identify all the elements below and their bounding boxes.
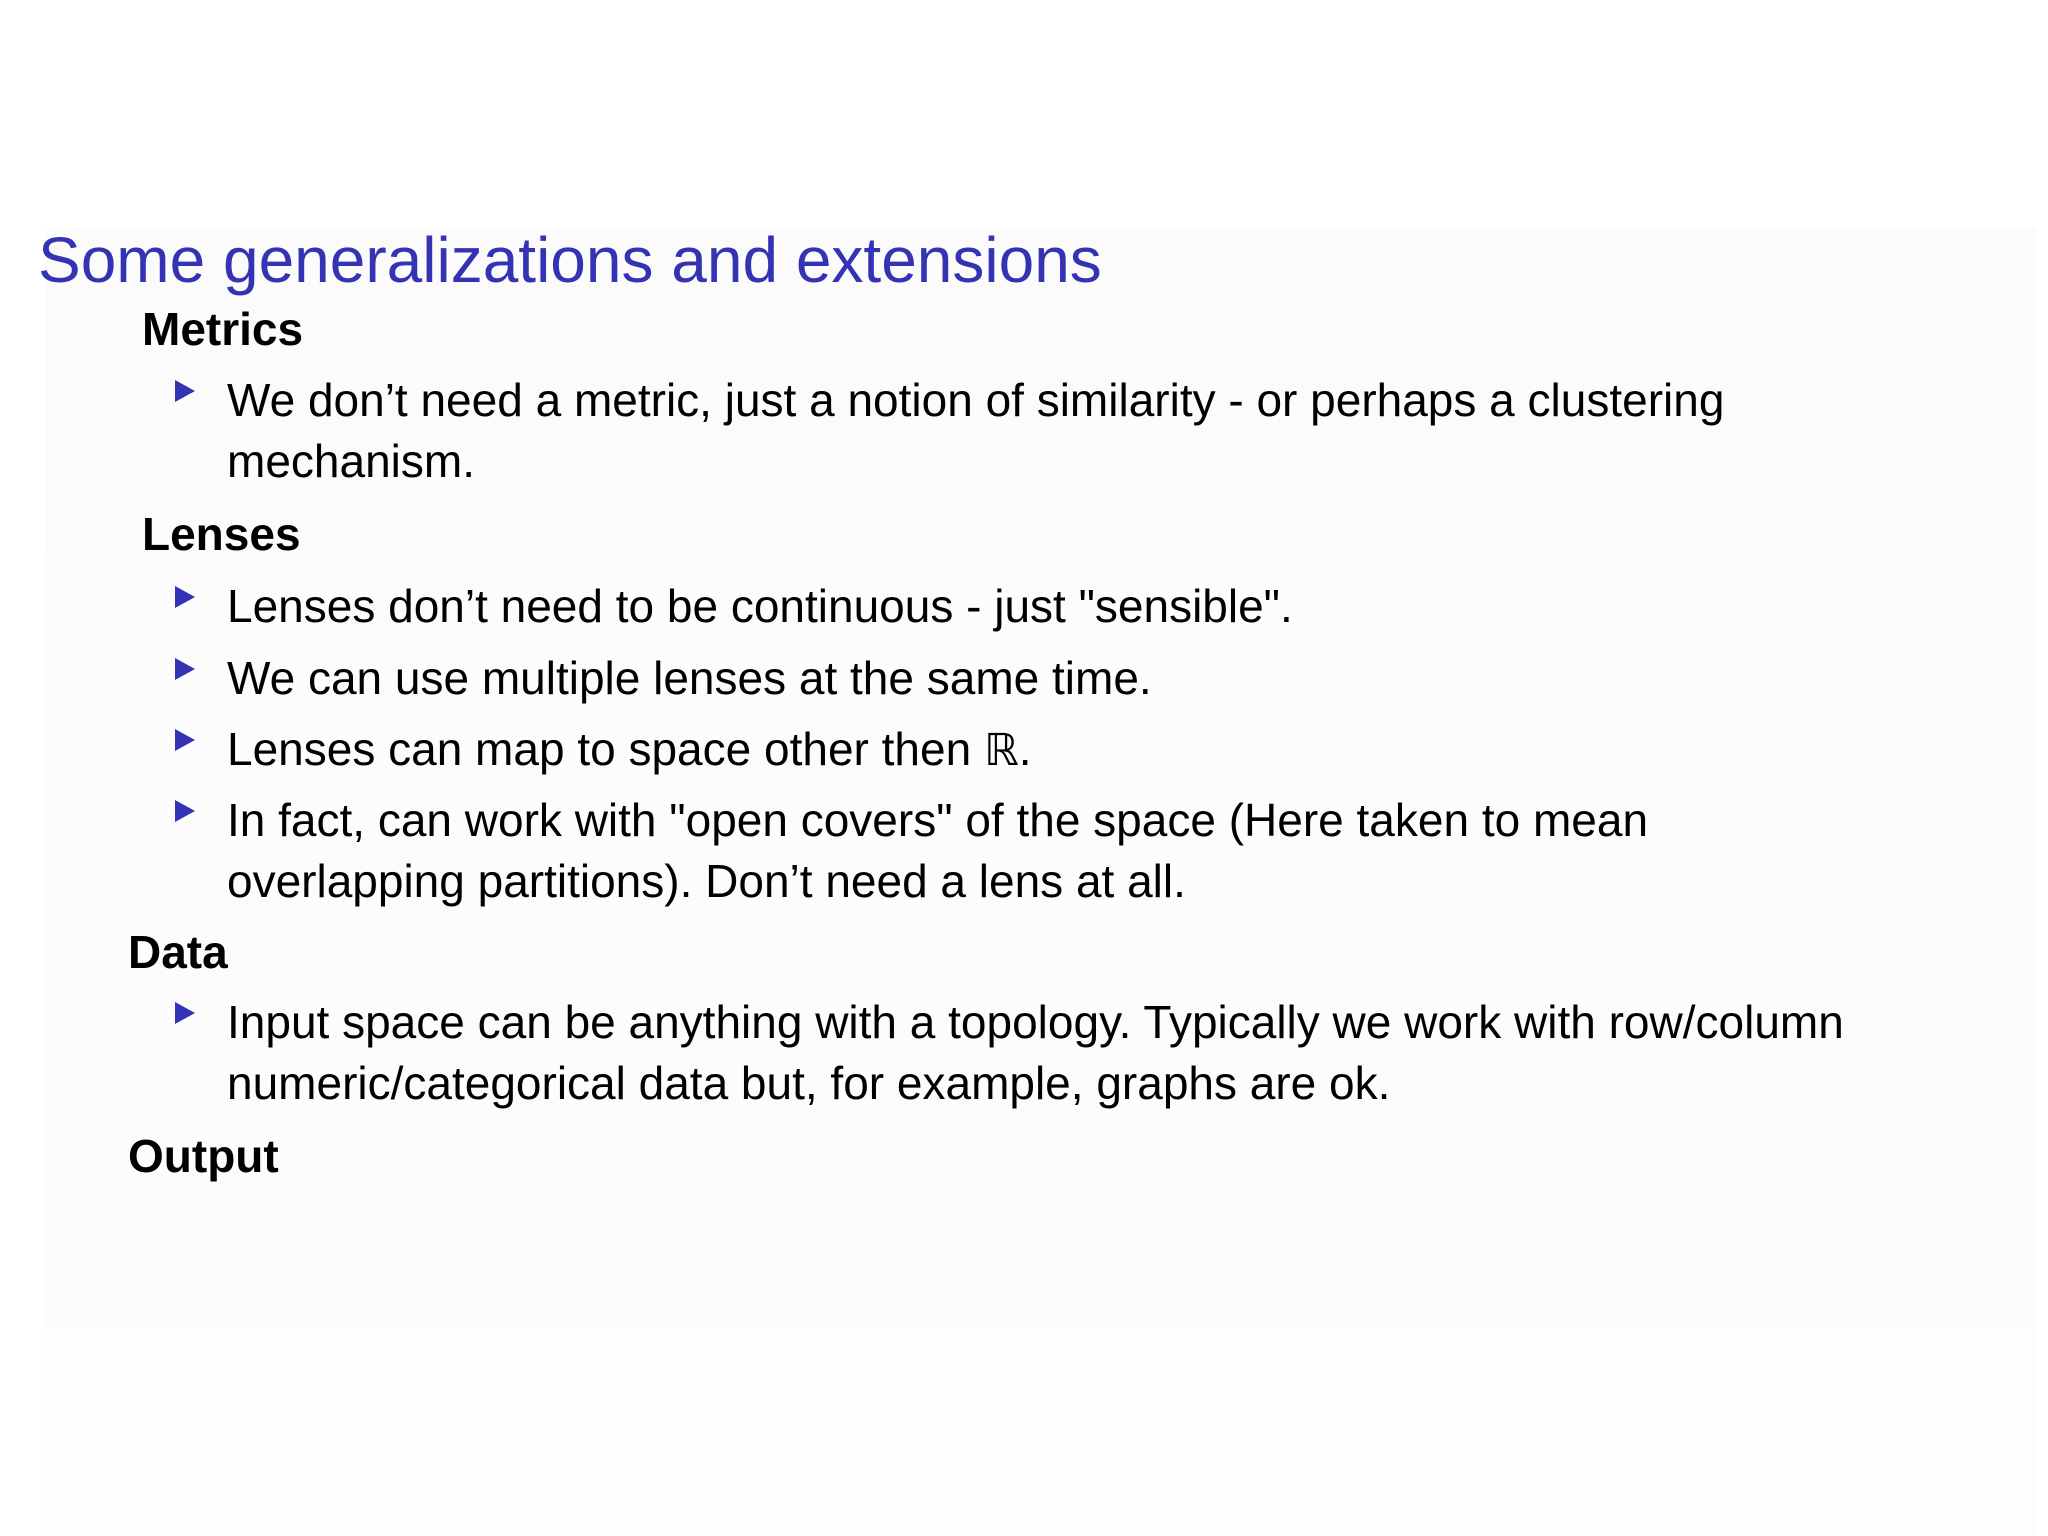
section-heading-output: Output [128, 1130, 279, 1182]
slide-title: Some generalizations and extensions [38, 224, 1102, 296]
triangle-right-icon [175, 380, 195, 402]
triangle-right-icon [175, 586, 195, 608]
bullet-item [175, 648, 1875, 709]
triangle-right-icon [175, 658, 195, 680]
bullet-text: Lenses can map to space other then [227, 723, 972, 775]
bullet-item [175, 719, 1875, 781]
bullet-text: We don’t need a metric, just a notion of similarity - or perhaps a clustering mechanism. [227, 374, 1725, 487]
bullet-text: We can use multiple lenses at the same time. [227, 652, 1152, 704]
bullet-text-with-math [227, 719, 1875, 781]
bullet-item [175, 576, 1875, 637]
section-heading-metrics: Metrics [142, 303, 304, 355]
bullet-text: Input space can be anything with a topology. Typically we work with row/column numeric/categorical data but, for example, graphs are ok. [227, 996, 1844, 1109]
sentence-period: . [1018, 723, 1032, 775]
bullet-text: In fact, can work with "open covers" of the space (Here taken to mean overlapping partitions). Don’t need a lens at all. [227, 794, 1649, 907]
bullet-item [175, 992, 1875, 1114]
section-heading-data: Data [128, 926, 228, 978]
bullet-item [175, 370, 1875, 492]
section-heading-lenses: Lenses [142, 508, 301, 560]
bullet-text: Lenses don’t need to be continuous - just "sensible". [227, 580, 1293, 632]
triangle-right-icon [175, 800, 195, 822]
triangle-right-icon [175, 729, 195, 751]
triangle-right-icon [175, 1002, 195, 1024]
bullet-item [175, 790, 1875, 912]
real-numbers-symbol: ℝ [983, 725, 1019, 776]
